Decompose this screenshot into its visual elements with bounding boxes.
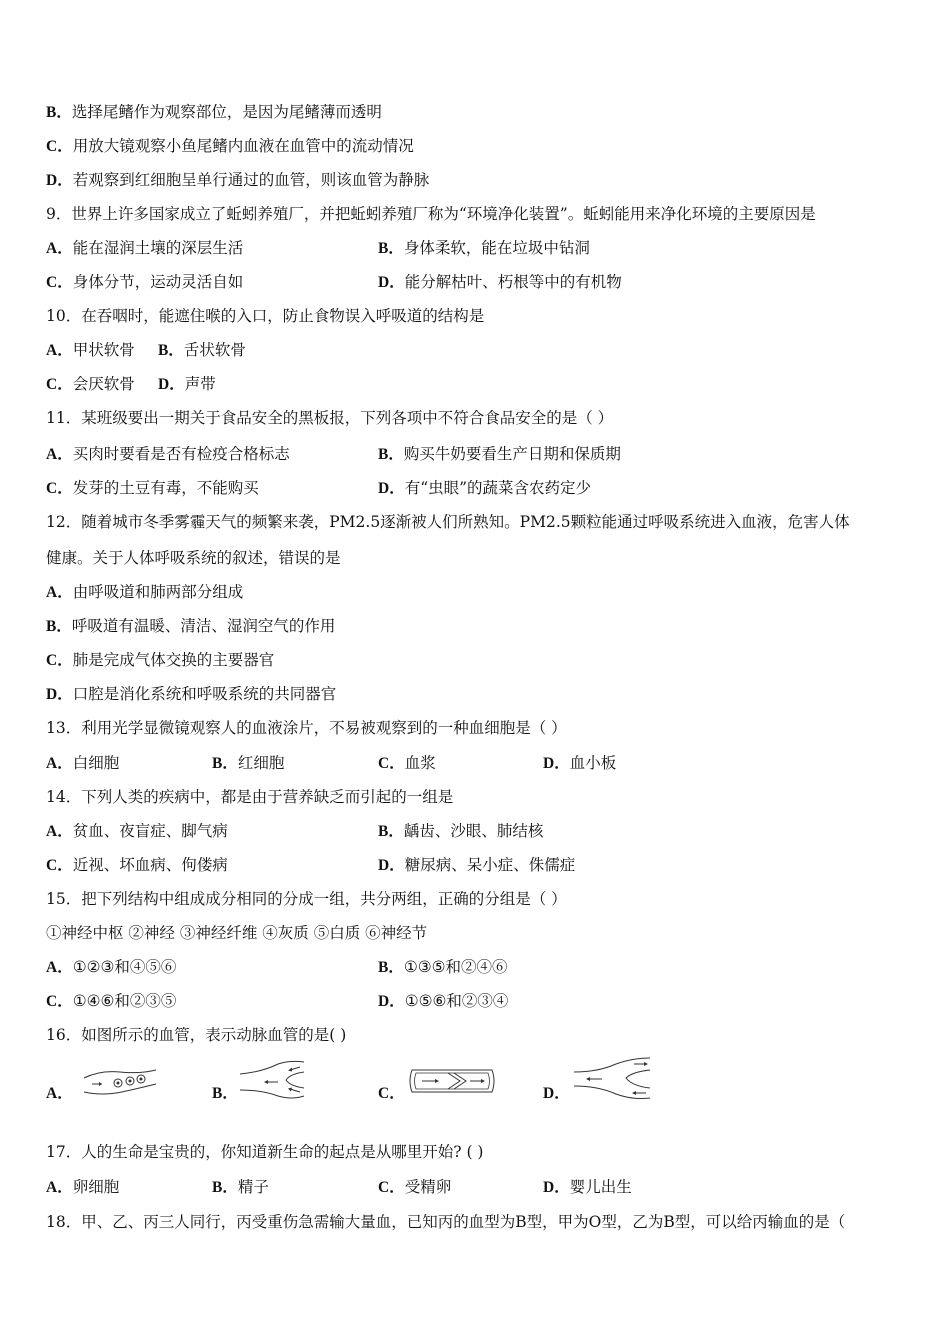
artery-branch-icon [572,1056,654,1100]
q13-option-c: C．血浆 [378,754,436,772]
q9-stem: 9．世界上许多国家成立了蚯蚓养殖厂，并把蚯蚓养殖厂称为“环境净化装置”。蚯蚓能用来净化环境的主要原因是 [46,205,816,223]
q10-stem: 10．在吞咽时，能遮住喉的入口，防止食物误入呼吸道的结构是 [46,307,485,325]
q15-option-d: D．①⑤⑥和②③④ [378,992,509,1010]
q14-option-d: D．糖尿病、呆小症、侏儒症 [378,856,576,874]
q16-stem: 16．如图所示的血管，表示动脉血管的是( ) [46,1026,347,1044]
q15-stem: 15．把下列结构中组成成分相同的分成一组，共分两组，正确的分组是（ ） [46,890,567,908]
q13-stem: 13．利用光学显微镜观察人的血液涂片，不易被观察到的一种血细胞是（ ） [46,719,567,737]
q12-option-c: C．肺是完成气体交换的主要器官 [46,651,275,669]
vein-valve-icon [408,1066,496,1096]
q14-stem: 14．下列人类的疾病中，都是由于营养缺乏而引起的一组是 [46,788,454,806]
q15-option-b: B．①③⑤和②④⑥ [378,958,508,976]
q15-option-a: A．①②③和④⑤⑥ [46,958,177,976]
q8-option-b: B．选择尾鳍作为观察部位，是因为尾鳍薄而透明 [46,103,382,121]
q9-option-a: A．能在湿润土壤的深层生活 [46,239,244,257]
q10-option-a: A．甲状软骨 [46,341,135,359]
q12-option-d: D．口腔是消化系统和呼吸系统的共同器官 [46,685,337,703]
q9-option-b: B．身体柔软，能在垃圾中钻洞 [378,239,590,257]
q16-option-c-label: C． [378,1085,405,1102]
q13-option-d: D．血小板 [543,754,617,772]
q12-stem-line1: 12．随着城市冬季雾霾天气的频繁来袭，PM2.5逐渐被人们所熟知。PM2.5颗粒能通过呼吸系统进入血液，危害人体 [46,513,850,531]
q10-option-c: C．会厌软骨 [46,375,135,393]
q8-option-c: C．用放大镜观察小鱼尾鳍内血液在血管中的流动情况 [46,137,414,155]
q9-option-d: D．能分解枯叶、朽根等中的有机物 [378,273,622,291]
q12-stem-line2: 健康。关于人体呼吸系统的叙述，错误的是 [46,549,341,567]
q9-option-c: C．身体分节，运动灵活自如 [46,273,244,291]
q14-option-b: B．龋齿、沙眼、肺结核 [378,822,544,840]
q10-option-d: D．声带 [158,375,216,393]
q13-option-a: A．白细胞 [46,754,120,772]
q17-option-c: C．受精卵 [378,1178,452,1196]
q17-option-b: B．精子 [212,1178,269,1196]
q11-stem: 11．某班级要出一期关于食品安全的黑板报，下列各项中不符合食品安全的是（ ） [46,409,614,427]
q14-option-a: A．贫血、夜盲症、脚气病 [46,822,228,840]
q10-option-b: B．舌状软骨 [158,341,246,359]
q16-option-b-label: B． [212,1085,238,1102]
capillary-icon [80,1066,160,1100]
q15-items: ①神经中枢 ②神经 ③神经纤维 ④灰质 ⑤白质 ⑥神经节 [46,924,428,942]
q12-option-b: B．呼吸道有温暖、清洁、湿润空气的作用 [46,617,336,635]
q11-option-a: A．买肉时要看是否有检疫合格标志 [46,445,290,463]
q13-option-b: B．红细胞 [212,754,285,772]
q17-option-d: D．婴儿出生 [543,1178,632,1196]
q8-option-d: D．若观察到红细胞呈单行通过的血管，则该血管为静脉 [46,171,430,189]
q17-stem: 17．人的生命是宝贵的，你知道新生命的起点是从哪里开始? ( ) [46,1143,484,1161]
q11-option-b: B．购买牛奶要看生产日期和保质期 [378,445,621,463]
q15-option-c: C．①④⑥和②③⑤ [46,992,177,1010]
q12-option-a: A．由呼吸道和肺两部分组成 [46,583,244,601]
q16-option-a-label: A． [46,1085,73,1102]
q11-option-c: C．发芽的土豆有毒，不能购买 [46,479,259,497]
q11-option-d: D．有“虫眼”的蔬菜含农药定少 [378,479,592,497]
vein-merge-icon [238,1058,308,1100]
q18-stem: 18．甲、乙、丙三人同行，丙受重伤急需输大量血，已知丙的血型为B型，甲为O型，乙为B型，可以给丙输血的是（ [46,1213,846,1231]
q16-option-d-label: D． [543,1085,570,1102]
q14-option-c: C．近视、坏血病、佝偻病 [46,856,228,874]
q17-option-a: A．卵细胞 [46,1178,120,1196]
